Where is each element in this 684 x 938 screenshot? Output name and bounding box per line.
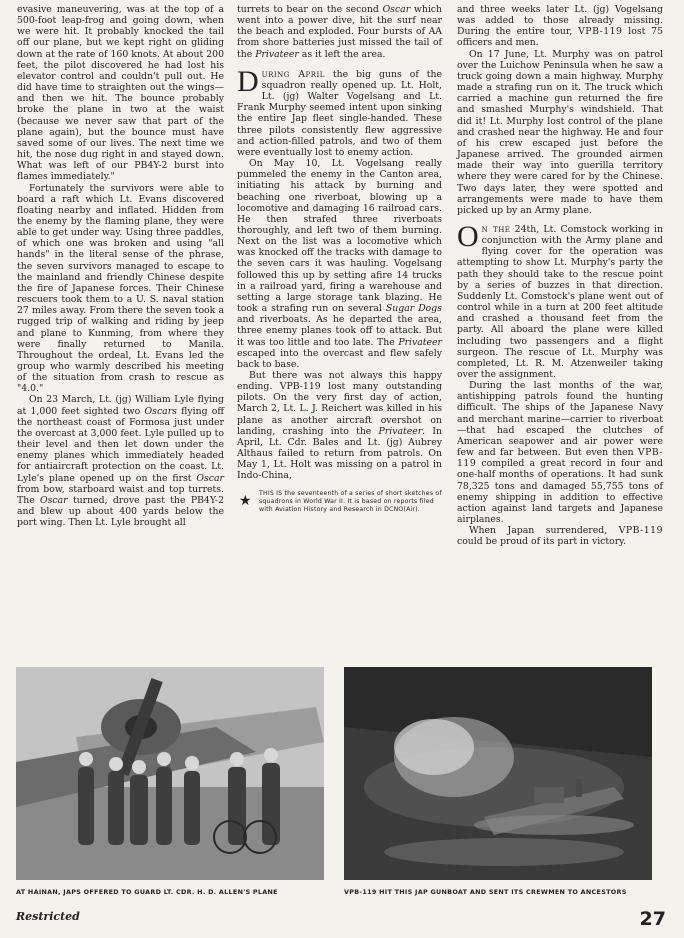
- page-number: 27: [639, 908, 666, 930]
- drop-cap: O: [457, 219, 479, 253]
- text-column-2: [237, 4, 442, 514]
- paragraph: turrets to bear on the second Oscar which went into a power dive, hit the surf near the beach and exploded. Four bursts of AA from shore batteries just missed the tail of the Privateer as it left the area.: [237, 4, 442, 60]
- star-icon: ★: [239, 492, 252, 509]
- paragraph: On 23 March, Lt. (jg) William Lyle flying at 1,000 feet sighted two Oscars flying off the northeast coast of Formosa just under the overcast at 3,000 feet. Lyle pulled up to their level and then let down under the enemy planes which immediately headed for antiaircraft protection on the coast. Lt. Lyle's plane opened up on the first Oscar from bow, starboard waist and top turrets. The Oscar turned, drove past the PB4Y-2 and blew up about 400 yards below the port wing. Then Lt. Lyle brought all: [17, 394, 224, 529]
- photo-plane-and-crew: [16, 667, 324, 880]
- photo-caption-left: AT HAINAN, JAPS OFFERED TO GUARD LT. CDR. H. D. ALLEN'S PLANE: [16, 888, 278, 896]
- restricted-label: Restricted: [16, 910, 80, 923]
- paragraph: During April the big guns of the squadron really opened up. Lt. Holt, Lt. (jg) Walter Vogelsang and Lt. Frank Murphy seemed intent upon sinking the entire Jap fleet single-handed. These three pilots consistently flew aggressive and action-filled patrols, and two of them were eventually lost to enemy action.: [237, 64, 442, 158]
- paragraph: On 17 June, Lt. Murphy was on patrol over the Luichow Peninsula when he saw a truck going down a main highway. Murphy made a strafing run on it. The truck which carried a machine gun returned the fire and smashed Murphy's windshield. That did it! Lt. Murphy lost control of the plane and crashed near the highway. He and four of his crew escaped just before the Japanese arrived. The grounded airmen made their way into guerilla territory where they were cared for by the Chinese. Two days later, they were spotted and arrangements were made to have them picked up by an Army plane.: [457, 48, 663, 216]
- series-note: ★ THIS IS the seventeenth of a series of short sketches of squadrons in World War II. It is based on reports filed with Aviation History and Research in DCNO(Air).: [239, 489, 442, 513]
- text-column-1: [17, 4, 224, 528]
- paragraph: and three weeks later Lt. (jg) Vogelsang was added to those already missing. During the entire tour, VPB-119 lost 75 officers and men.: [457, 4, 663, 49]
- gunboat-photo-illustration: [344, 667, 652, 880]
- photo-gunboat-attack: [344, 667, 652, 880]
- paragraph: During the last months of the war, antishipping patrols found the hunting difficult. The ships of the Japanese Navy and merchant marine—carrier to riverboat—that had escaped the clutches of American seapower and air power were few and far between. But even then VPB-119 compiled a great record in four and one-half months of operations. It had sunk 78,325 tons and damaged 55,755 tons of enemy shipping in addition to effective action against land targets and Japanese airplanes.: [457, 380, 663, 526]
- paragraph: Fortunately the survivors were able to board a raft which Lt. Evans discovered floating nearby and inflated. Hidden from the enemy by the flaming plane, they were able to get under way. Using three paddles, of which one was broken and using "all hands" in the literal sense of the phrase, the seven survivors managed to escape to the mainland and friendly Chinese despite the fire of Japanese forces. Their Chinese rescuers took them to a U. S. naval station 27 miles away. From there the seven took a rugged trip of walking and riding by jeep and plane to Kunming, from where they were finally returned to Manila. Throughout the ordeal, Lt. Evans led the group who warmly described his meeting of the situation from crash to rescue as "4.0.": [17, 182, 224, 395]
- drop-cap: D: [237, 64, 259, 98]
- paragraph: When Japan surrendered, VPB-119 could be proud of its part in victory.: [457, 525, 663, 548]
- text-column-3: [457, 4, 663, 548]
- photo-caption-right: VPB-119 HIT THIS JAP GUNBOAT AND SENT ITS CREWMEN TO ANCESTORS: [344, 888, 627, 896]
- paragraph: evasive maneuvering, was at the top of a 500-foot leap-frog and going down, when we were hit. It probably knocked the tail off our plane, but we kept right on gliding down at the rate of 160 knots. At about 200 feet, the pilot discovered he had lost his elevator control and couldn't pull out. He did have time to straighten out the wings—and then we hit. The bounce probably broke the plane in two at the waist (because we never saw that part of the plane again), but the bounce must have saved some of our lives. The next time we hit, the nose dug right in and stayed down. What was left of our PB4Y-2 burst into flames immediately.": [17, 4, 224, 183]
- paragraph: But there was not always this happy ending. VPB-119 lost many outstanding pilots. On the very first day of action, March 2, Lt. L. J. Reichert was killed in his plane as another aircraft overshot on landing, crashing into the Privateer. In April, Lt. Cdr. Bales and Lt. (jg) Aubrey Althaus failed to return from patrols. On May 1, Lt. Holt was missing on a patrol in Indo-China,: [237, 370, 442, 482]
- paragraph: On May 10, Lt. Vogelsang really pummeled the enemy in the Canton area, initiating his attack by burning and beaching one riverboat, blowing up a locomotive and damaging 16 railroad cars. He then strafed three riverboats thoroughly, and left two of them burning. Next on the list was a locomotive which was knocked off the tracks with damage to the seven cars it was hauling. Vogelsang followed this up by setting afire 14 trucks in a railroad yard, firing a warehouse and setting a large storage tank blazing. He took a strafing run on several Sugar Dogs and riverboats. As he departed the area, three enemy planes took off to attack. But it was too little and too late. The Privateer escaped into the overcast and flew safely back to base.: [237, 158, 443, 370]
- plane-photo-illustration: [16, 667, 324, 880]
- paragraph: On the 24th, Lt. Comstock working in conjunction with the Army plane and flying cover for the operation was attempting to show Lt. Murphy's party the path they should take to the rescue point by a series of buzzes in that direction. Suddenly Lt. Comstock's plane went out of control while in a turn at 200 feet altitude and crashed a thousand feet from the party. All aboard the plane were killed including two passengers and a flight surgeon. The rescue of Lt. Murphy was completed, Lt. R. M. Atzenweiler taking over the assignment.: [457, 219, 663, 380]
